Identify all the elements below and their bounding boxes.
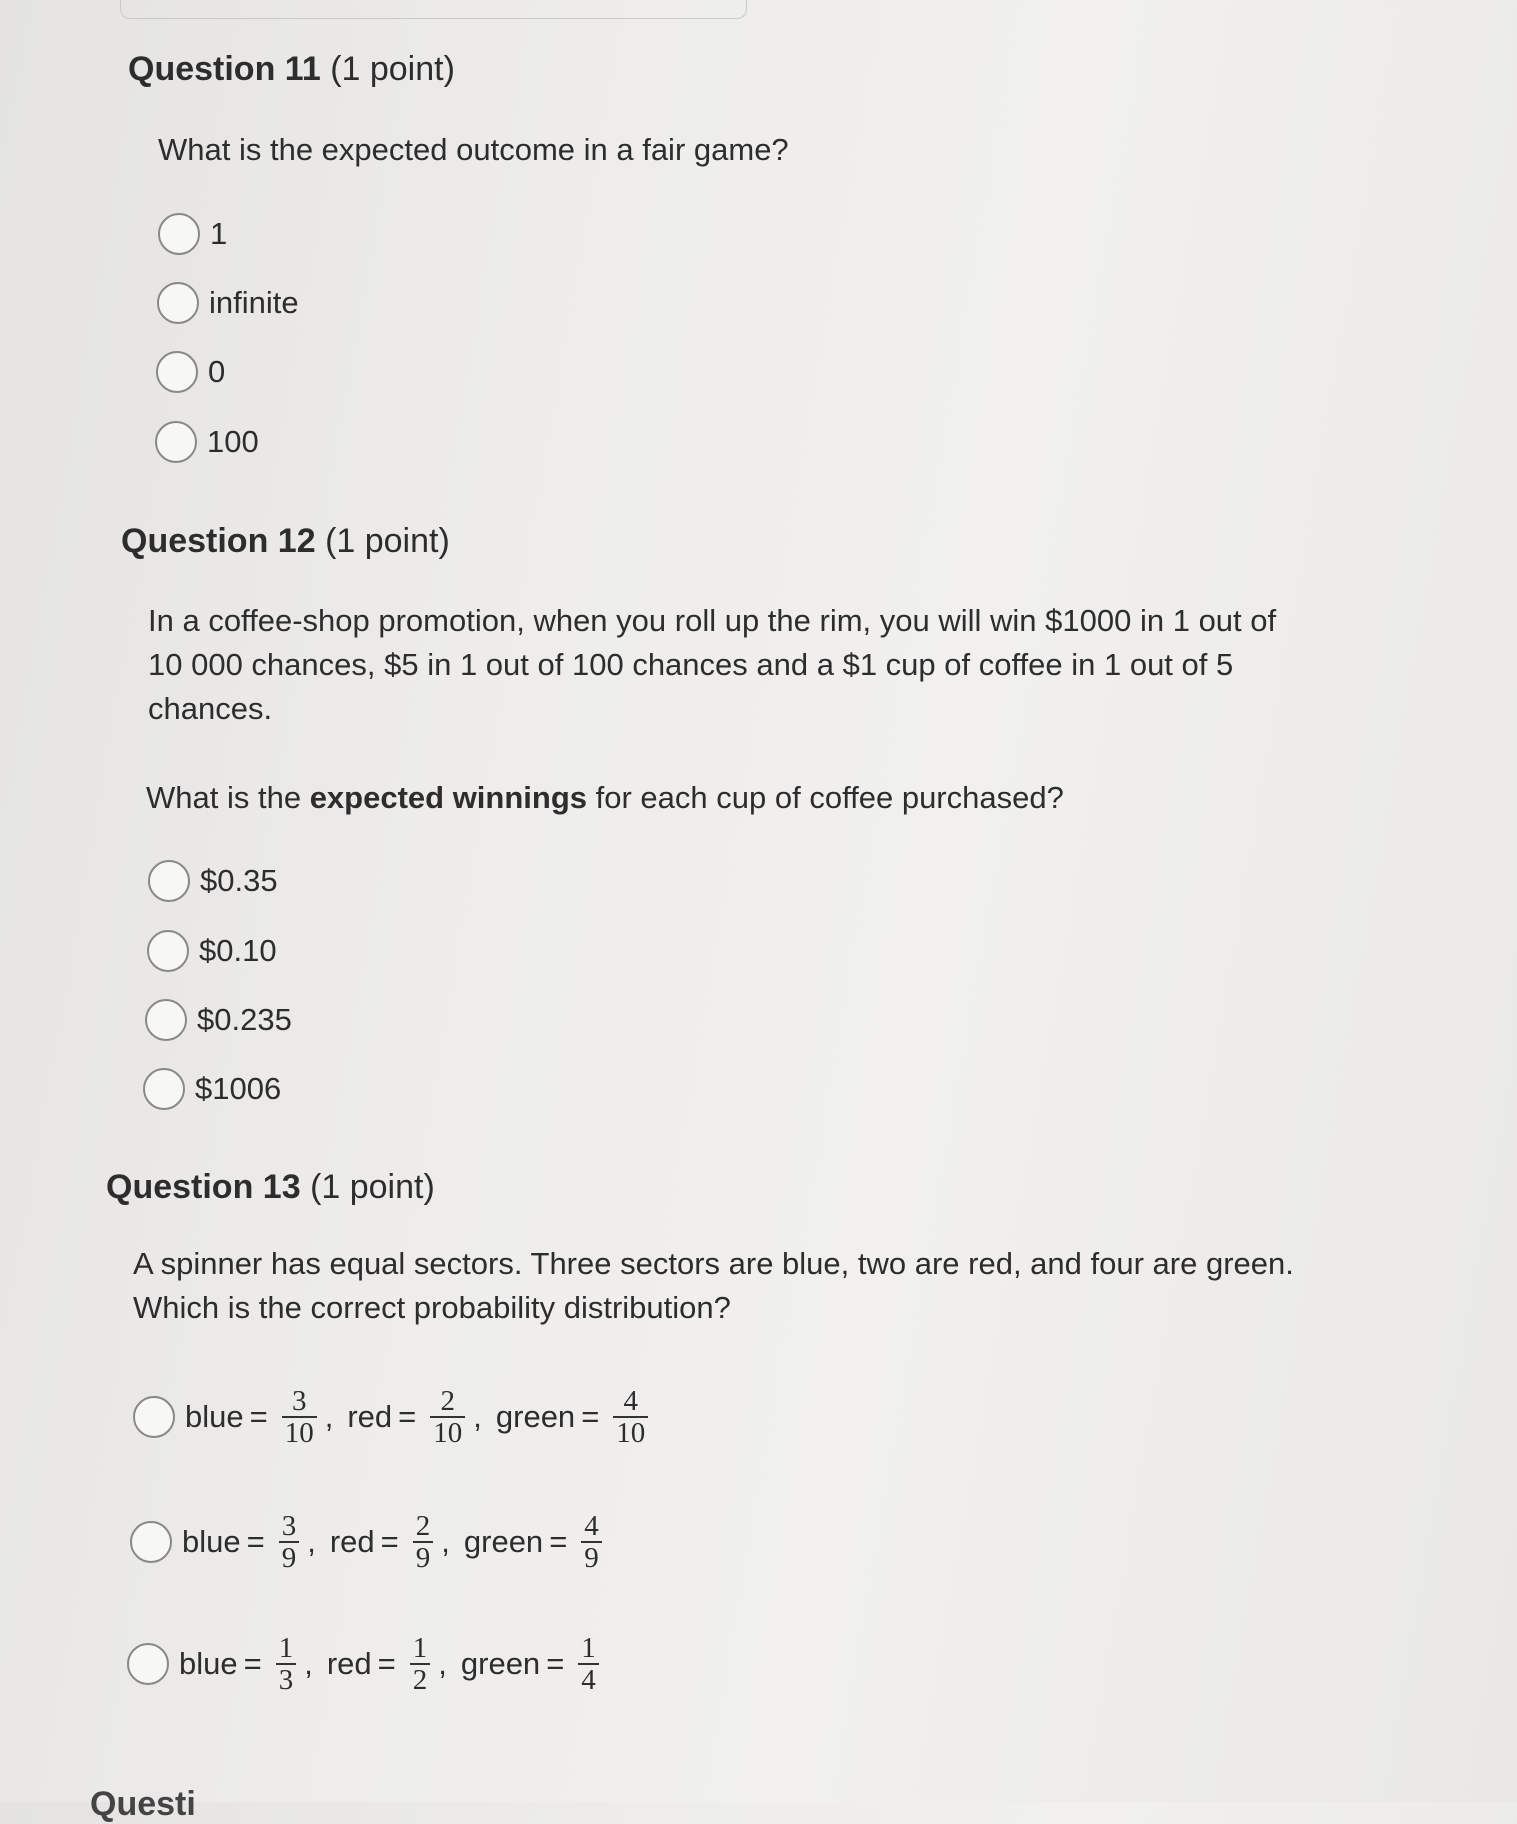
q11-option-2[interactable] [157,282,299,324]
q13-option-3[interactable] [127,1633,607,1695]
radio-button[interactable] [133,1396,175,1438]
comma: , [307,1524,316,1559]
green-label: green [495,1399,576,1434]
prompt-text: What is the [146,780,310,815]
q11-option-3[interactable] [156,351,225,393]
scenario-line: chances. [148,691,273,726]
numerator: 1 [581,1632,596,1664]
blue-label: blue [179,1646,238,1681]
denominator: 9 [279,1541,300,1573]
q11-option-4[interactable] [155,421,259,463]
question-points: (1 point) [310,1168,435,1206]
green-fraction [578,1633,599,1695]
question-number: Question 11 [128,50,321,88]
question-12-header [121,522,450,561]
scenario-line: In a coffee-shop promotion, when you roll up the rim, you will win $1000 in 1 out of [148,603,1277,638]
option-label: $1006 [195,1071,282,1106]
option-label: 0 [208,354,226,389]
scenario-line: 10 000 chances, $5 in 1 out of 100 chances and a $1 cup of coffee in 1 out of 5 [148,647,1234,682]
prompt-line: A spinner has equal sectors. Three sectors are blue, two are red, and four are green. [133,1246,1294,1281]
denominator: 10 [430,1416,465,1448]
option-label: infinite [209,285,299,320]
q13-option-2[interactable] [130,1511,610,1573]
denominator: 10 [282,1416,317,1448]
denominator: 9 [581,1541,602,1573]
question-12-prompt [146,776,1064,820]
green-label: green [460,1646,541,1681]
q13-option-1[interactable] [133,1386,656,1448]
option-label: 100 [207,424,259,459]
radio-button[interactable] [157,282,199,324]
prompt-emphasis: expected winnings [309,780,588,815]
green-label: green [463,1524,544,1559]
blue-label: blue [185,1399,244,1434]
denominator: 3 [276,1663,297,1695]
equals-sign: = [246,1524,265,1559]
blue-fraction [276,1633,297,1695]
radio-button[interactable] [147,930,189,972]
question-points: (1 point) [330,50,455,88]
equals-sign: = [549,1524,568,1559]
q11-option-1[interactable] [158,213,227,255]
comma: , [441,1524,450,1559]
equals-sign: = [380,1524,399,1559]
question-points: (1 point) [325,522,450,560]
prompt-text: for each cup of coffee purchased? [587,780,1064,815]
question-13-header [106,1168,435,1207]
comma: , [473,1399,482,1434]
radio-button[interactable] [158,213,200,255]
blue-fraction [282,1386,317,1448]
numerator: 2 [415,1510,431,1542]
q12-option-3[interactable] [145,999,292,1041]
comma: , [304,1646,313,1681]
numerator: 2 [440,1385,456,1417]
radio-button[interactable] [130,1521,172,1563]
question-11-prompt: What is the expected outcome in a fair game? [158,132,789,167]
question-12-scenario [148,599,1448,731]
denominator: 9 [413,1541,434,1573]
comma: , [438,1646,447,1681]
radio-button[interactable] [145,999,187,1041]
option-label: 1 [210,216,228,251]
numerator: 4 [584,1510,599,1542]
red-fraction [430,1386,465,1448]
radio-button[interactable] [143,1068,185,1110]
option-label: $0.235 [197,1002,292,1037]
blue-label: blue [182,1524,241,1559]
radio-button[interactable] [127,1643,169,1685]
numerator: 1 [278,1632,294,1664]
question-number: Question 12 [121,522,316,560]
q12-option-2[interactable] [147,930,277,972]
equals-sign: = [581,1399,600,1434]
numerator: 4 [623,1385,639,1417]
red-label: red [329,1524,375,1559]
equals-sign: = [243,1646,262,1681]
denominator: 10 [613,1416,648,1448]
red-fraction [410,1633,431,1695]
radio-button[interactable] [156,351,198,393]
question-number: Question 13 [106,1168,301,1206]
next-question-header-partial: Questi [90,1785,196,1823]
radio-button[interactable] [155,421,197,463]
numerator: 3 [291,1385,307,1417]
previous-question-card-edge [120,0,747,19]
q12-option-1[interactable] [148,860,278,902]
green-fraction [581,1511,602,1573]
equals-sign: = [398,1399,417,1434]
equals-sign: = [377,1646,396,1681]
q12-option-4[interactable] [143,1068,281,1110]
comma: , [324,1399,334,1434]
prompt-line: Which is the correct probability distribution? [133,1290,731,1325]
red-label: red [326,1646,372,1681]
red-label: red [347,1399,393,1434]
option-label: $0.10 [199,933,277,968]
equals-sign: = [249,1399,268,1434]
question-11-header [128,50,455,89]
question-13-prompt [133,1242,1483,1330]
numerator: 3 [281,1510,297,1542]
radio-button[interactable] [148,860,190,902]
denominator: 4 [578,1663,599,1695]
green-fraction [613,1386,648,1448]
option-label: $0.35 [200,863,278,898]
blue-fraction [279,1511,300,1573]
denominator: 2 [410,1663,431,1695]
red-fraction [413,1511,434,1573]
numerator: 1 [412,1632,428,1664]
equals-sign: = [546,1646,565,1681]
